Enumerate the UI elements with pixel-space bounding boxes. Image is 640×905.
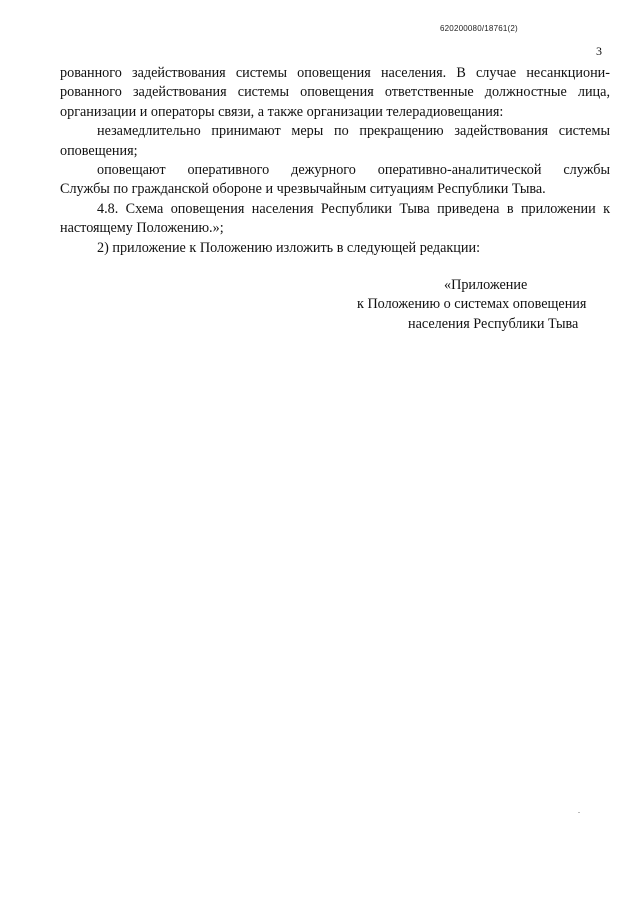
paragraph-appendix: 2) приложение к Положению изложить в следующей редакции:	[97, 239, 481, 256]
paragraph-scheme-line: настоящему Положению.»;	[60, 220, 224, 237]
appendix-header	[330, 276, 600, 334]
paragraph-notify-line: оповещают оперативного дежурного оперативно-аналитической службы	[97, 162, 610, 179]
scan-speck	[578, 812, 580, 813]
document-code: 620200080/18761(2)	[440, 24, 518, 33]
paragraph-scheme-line: 4.8. Схема оповещения населения Республики Тыва приведена в приложении к	[97, 200, 610, 217]
appendix-subtitle-line: населения Республики Тыва	[408, 315, 579, 332]
page-number: 3	[596, 44, 602, 58]
paragraph-measures-line: незамедлительно принимают меры по прекращению задействования системы	[97, 123, 610, 140]
appendix-subtitle-line: к Положению о системах оповещения	[357, 296, 587, 313]
paragraph-measures-line: оповещения;	[60, 142, 138, 159]
appendix-title: «Приложение	[444, 277, 528, 293]
body-line: рованного задействования системы оповещения ответственные должностные лица,	[60, 84, 610, 101]
body-line: рованного задействования системы оповещения населения. В случае несанкциони-	[60, 65, 610, 81]
body-line: организации и операторы связи, а также организации телерадиовещания:	[60, 103, 504, 120]
paragraph-notify-line: Службы по гражданской обороне и чрезвычайным ситуациям Республики Тыва.	[60, 181, 546, 198]
document-body	[60, 64, 610, 258]
